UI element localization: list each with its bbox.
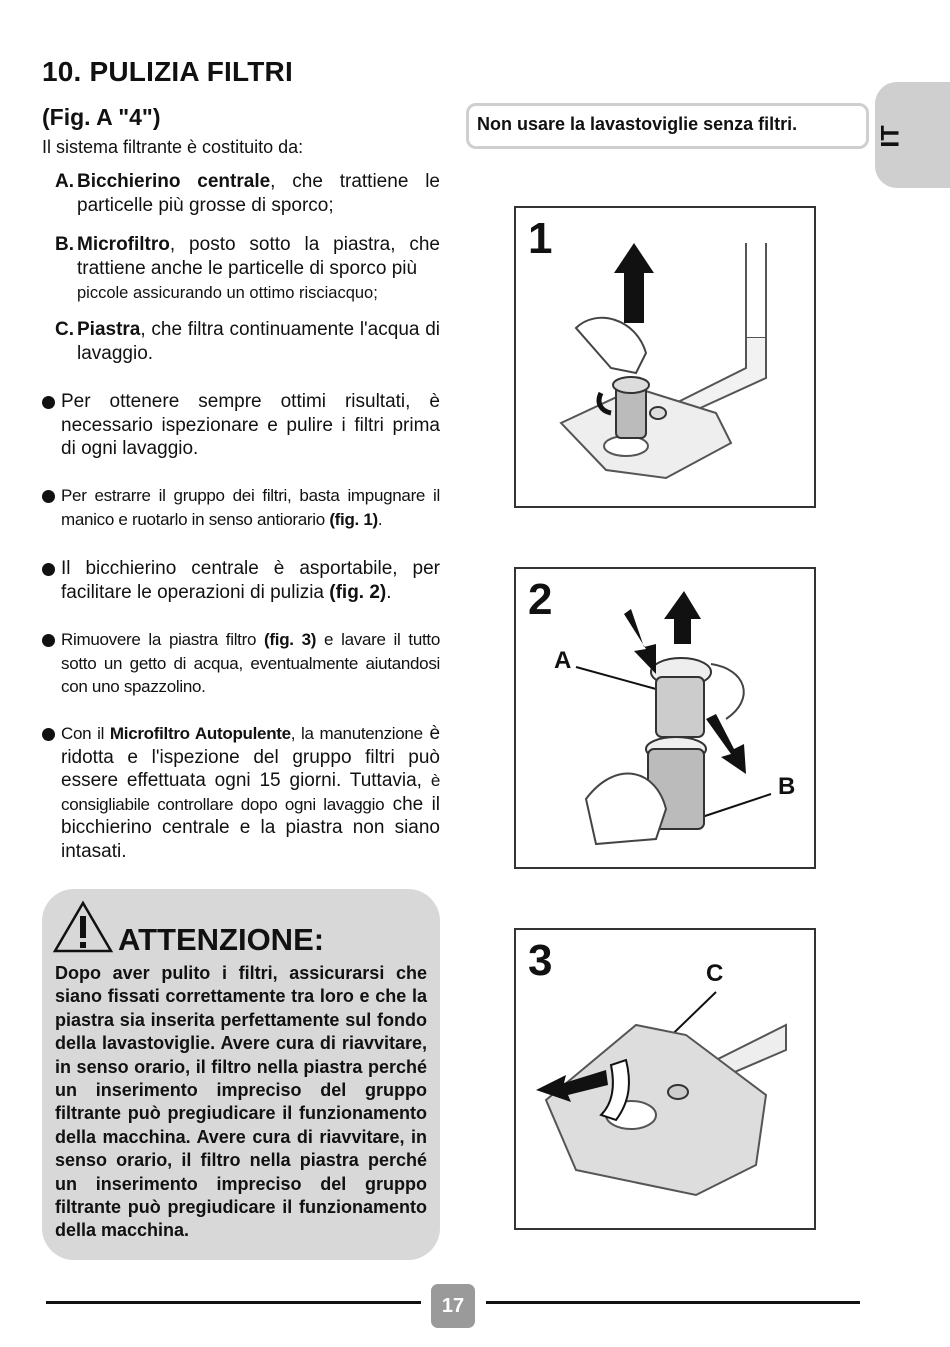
warning-title: ATTENZIONE: — [118, 922, 325, 957]
component-desc: , che filtra continuamente l'acqua di lavaggio. — [77, 319, 440, 364]
footer-rule-left — [46, 1301, 421, 1304]
component-letter: B. — [55, 234, 74, 255]
bullet-bold: Microfiltro Autopulente — [109, 724, 291, 743]
bullet-text: che il bicchierino centrale e la piastra non siano intasati. — [61, 793, 441, 862]
bullet-item — [42, 628, 440, 699]
bullet-text: Rimuovere la piastra filtro — [61, 630, 265, 649]
bullet-dot — [42, 634, 55, 647]
note-text: Non usare la lavastoviglie senza filtri. — [477, 114, 798, 134]
component-name: Bicchierino centrale — [77, 171, 271, 192]
bullet-dot — [42, 563, 55, 576]
figure-ref: (fig. 3) — [264, 630, 317, 649]
warning-triangle-icon — [52, 900, 114, 954]
bullet-text: Con il — [61, 724, 110, 743]
footer-rule-right — [486, 1301, 860, 1304]
bullet-item — [42, 557, 440, 604]
figure-reference: (Fig. A "4") — [42, 104, 161, 130]
figure-number: 3 — [528, 936, 553, 985]
section-title-text: PULIZIA FILTRI — [89, 56, 293, 87]
section-number: 10. — [42, 56, 82, 87]
component-desc: , posto sotto la piastra, che trattiene anche le particelle di sporco più — [77, 234, 440, 279]
bullet-text-small: è consigliabile controllare dopo ogni lavaggio — [61, 771, 440, 814]
figure-1 — [514, 206, 816, 508]
bullet-item — [42, 484, 440, 531]
page-number: 17 — [431, 1284, 475, 1328]
component-letter: C. — [55, 319, 74, 340]
component-desc-small: piccole assicurando un ottimo risciacquo; — [77, 284, 378, 302]
component-name: Microfiltro — [77, 234, 170, 255]
bullet-text: Per ottenere sempre ottimi risultati, è necessario ispezionare e pulire i filtri prima di ogni lavaggio. — [61, 391, 440, 459]
language-label: IT — [876, 125, 905, 148]
component-name: Piastra — [77, 319, 141, 340]
bullet-end: . — [377, 509, 383, 529]
figure-ref: (fig. 1) — [329, 509, 378, 529]
component-letter: A. — [55, 171, 74, 192]
component-desc: , che trattiene le particelle più grosse di sporco; — [77, 171, 440, 216]
figure-2 — [514, 567, 816, 869]
figure-ref: (fig. 2) — [329, 581, 387, 603]
bullet-item — [42, 390, 440, 461]
figure-number: 2 — [528, 575, 553, 624]
bullet-dot — [42, 396, 55, 409]
component-a — [55, 170, 440, 218]
bullet-item — [42, 722, 440, 863]
microfilter-illustration — [516, 569, 814, 867]
figure-3 — [514, 928, 816, 1230]
bullet-end: . — [386, 581, 392, 603]
warning-text: Dopo aver pulito i filtri, assicurarsi che siano fissati correttamente tra loro e che la piastra sia inserita perfettamente sul fondo della lavastoviglie. Avere cura di riavvitare, in senso orario, il filtro nella piastra perché un inserimento impreciso del gruppo filtrante può pregiudicare il funzionamento della macchina. Avere cura di riavvitare, in senso orario, il filtro nella piastra perché un inserimento impreciso del gruppo filtrante può pregiudicare il funzionamento della macchina. — [55, 963, 427, 1241]
bullet-text: e lavare il tutto sotto un getto di acqua, eventualmente aiutandosi con uno spazzolino. — [61, 630, 441, 696]
filter-plate-illustration — [516, 930, 814, 1228]
bullet-dot — [42, 728, 55, 741]
figure-number: 1 — [528, 214, 553, 263]
intro-text: Il sistema filtrante è costituito da: — [42, 137, 304, 157]
label-a: A — [554, 647, 572, 674]
bullet-dot — [42, 490, 55, 503]
component-c — [55, 318, 440, 366]
label-b: B — [778, 773, 796, 800]
label-c: C — [706, 960, 724, 987]
filter-removal-illustration — [516, 208, 814, 506]
bullet-text: , la manutenzione — [290, 724, 423, 743]
component-b — [55, 233, 440, 305]
section-title — [42, 56, 293, 88]
bullet-text: è ridotta e l'ispezione del gruppo filtri può essere effettuata ogni 15 giorni. Tuttavia, — [61, 723, 441, 791]
bullet-text: Il bicchierino centrale è asportabile, per facilitare le operazioni di pulizia — [61, 558, 440, 603]
bullet-text: Per estrarre il gruppo dei filtri, basta impugnare il manico e ruotarlo in senso antiorario — [61, 486, 440, 529]
